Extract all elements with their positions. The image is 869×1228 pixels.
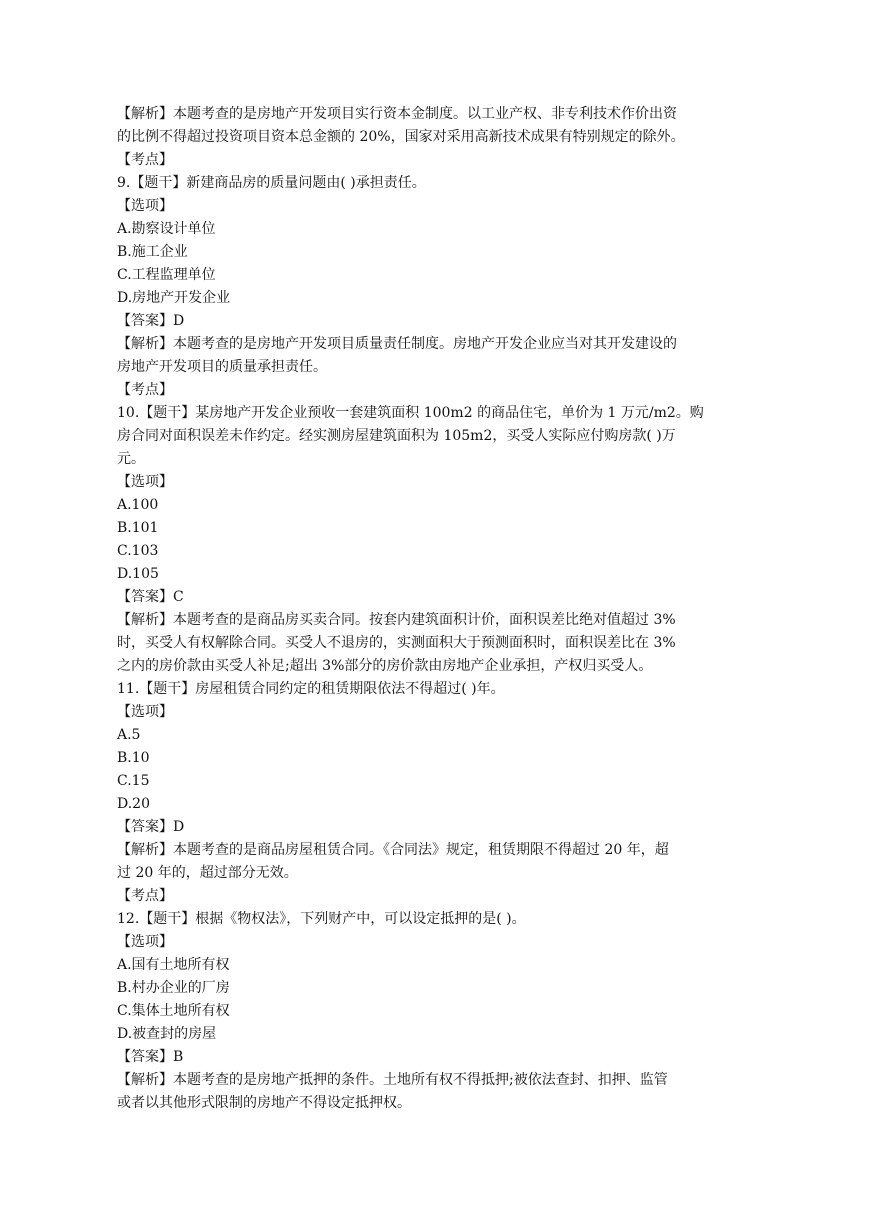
text-line-options-label: 【选项】	[117, 704, 173, 720]
text-line-question-10: 元。	[117, 451, 145, 467]
text-line-option: D.20	[117, 796, 150, 812]
text-line-analysis: 或者以其他形式限制的房地产不得设定抵押权。	[117, 1095, 411, 1111]
text-line-option: A.勘察设计单位	[117, 221, 216, 237]
text-line-analysis: 【解析】本题考查的是房地产抵押的条件。土地所有权不得抵押;被依法查封、扣押、监管	[117, 1072, 668, 1088]
text-line-option: B.村办企业的厂房	[117, 980, 230, 996]
text-line-options-label: 【选项】	[117, 198, 173, 214]
text-line-answer: 【答案】D	[117, 313, 185, 329]
text-line-analysis: 【解析】本题考查的是商品房屋租赁合同。《合同法》规定，租赁期限不得超过 20 年，超	[117, 842, 669, 858]
text-line-option: C.工程监理单位	[117, 267, 216, 283]
document-page	[117, 103, 747, 1115]
text-line-option: D.被查封的房屋	[117, 1026, 217, 1042]
text-line-option: B.施工企业	[117, 244, 188, 260]
text-line-option: D.房地产开发企业	[117, 290, 231, 306]
text-line-question-11: 11.【题干】房屋租赁合同约定的租赁期限依法不得超过( )年。	[117, 681, 505, 697]
text-line-analysis: 之内的房价款由买受人补足;超出 3%部分的房价款由房地产企业承担，产权归买受人。	[117, 658, 653, 674]
text-line-analysis: 【解析】本题考查的是房地产开发项目质量责任制度。房地产开发企业应当对其开发建设的	[117, 336, 677, 352]
text-line-option: A.国有土地所有权	[117, 957, 230, 973]
text-line-options-label: 【选项】	[117, 934, 173, 950]
text-line-question-10: 房合同对面积误差未作约定。经实测房屋建筑面积为 105m2，买受人实际应付购房款( )万	[117, 428, 676, 444]
text-line-keypoint: 【考点】	[117, 152, 173, 168]
text-line-analysis: 房地产开发项目的质量承担责任。	[117, 359, 327, 375]
text-line-keypoint: 【考点】	[117, 888, 173, 904]
text-line-option: B.101	[117, 520, 159, 536]
text-line-analysis: 【解析】本题考查的是商品房买卖合同。按套内建筑面积计价，面积误差比绝对值超过 3%	[117, 612, 676, 628]
text-line-analysis: 过 20 年的，超过部分无效。	[117, 865, 298, 881]
text-line-option: C.103	[117, 543, 159, 559]
text-line-question-9: 9.【题干】新建商品房的质量问题由( )承担责任。	[117, 175, 426, 191]
text-line-option: A.100	[117, 497, 159, 513]
text-line-option: D.105	[117, 566, 159, 582]
text-line-option: C.15	[117, 773, 150, 789]
text-line-keypoint: 【考点】	[117, 382, 173, 398]
text-line-question-12: 12.【题干】根据《物权法》，下列财产中，可以设定抵押的是( )。	[117, 911, 526, 927]
text-line-question-10: 10.【题干】某房地产开发企业预收一套建筑面积 100m2 的商品住宅，单价为 1 万元/m2。购	[117, 405, 704, 421]
text-line-analysis: 时，买受人有权解除合同。买受人不退房的，实测面积大于预测面积时，面积误差比在 3%	[117, 635, 676, 651]
text-line-answer: 【答案】C	[117, 589, 184, 605]
text-line-analysis: 的比例不得超过投资项目资本总金额的 20%，国家对采用高新技术成果有特别规定的除外。	[117, 129, 685, 145]
text-line-answer: 【答案】D	[117, 819, 185, 835]
text-line-options-label: 【选项】	[117, 474, 173, 490]
text-line-option: A.5	[117, 727, 141, 743]
text-line-answer: 【答案】B	[117, 1049, 184, 1065]
text-line-option: B.10	[117, 750, 150, 766]
text-line-option: C.集体土地所有权	[117, 1003, 230, 1019]
text-line-analysis: 【解析】本题考查的是房地产开发项目实行资本金制度。以工业产权、非专利技术作价出资	[117, 106, 677, 122]
